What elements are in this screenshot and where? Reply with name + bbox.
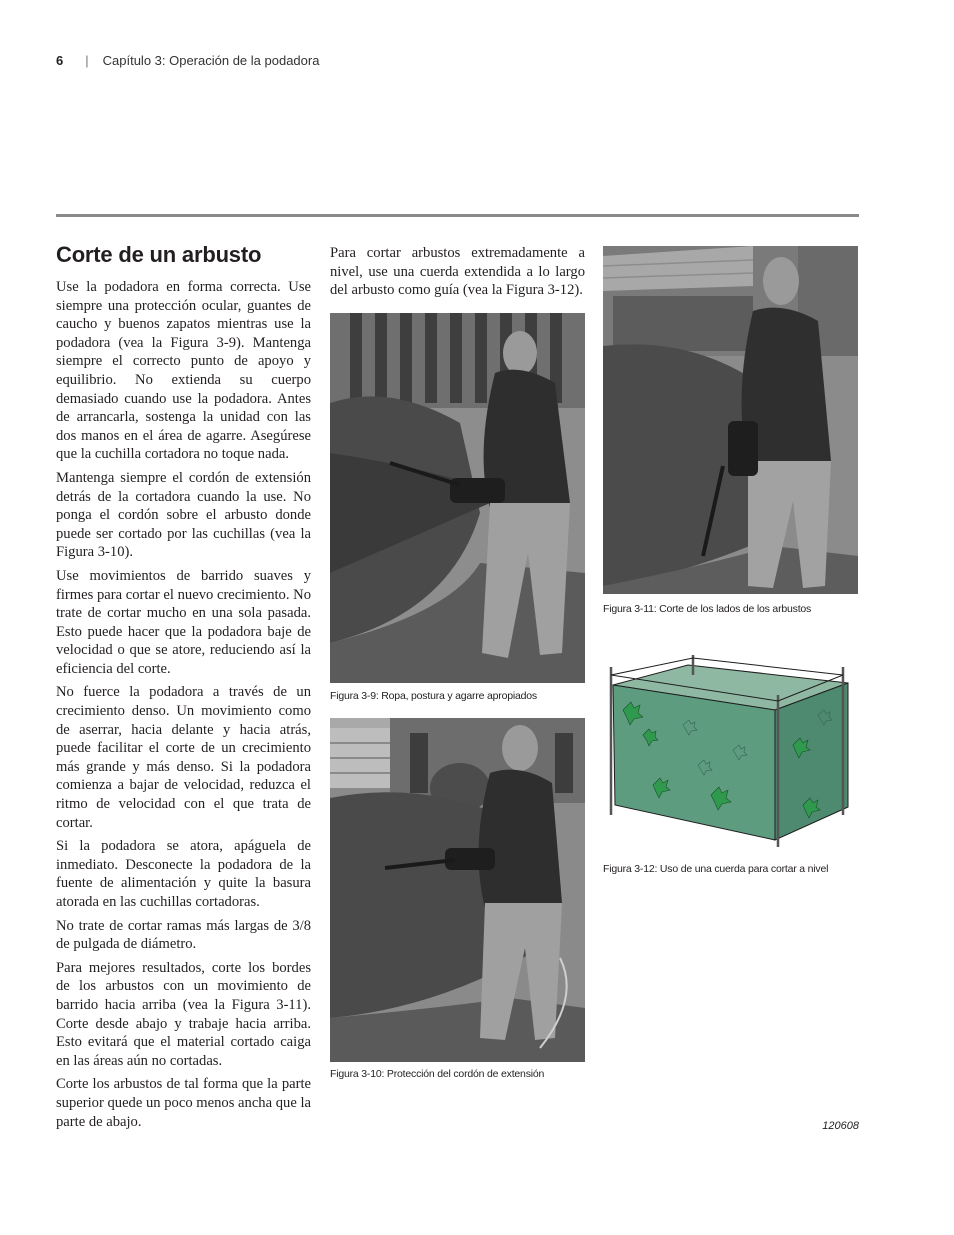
running-header (56, 53, 319, 68)
body-column-2 (330, 244, 585, 300)
document-code: 120608 (822, 1120, 859, 1132)
paragraph: Use movimientos de barrido suaves y firmes para cortar el nuevo crecimiento. No trate de cortar mucho en una sola pasada. Esto puede hacer que la podadora baje de velocidad o que se atore, reduciendo así la eficiencia del corte. (56, 567, 311, 677)
section-title: Corte de un arbusto (56, 242, 262, 267)
paragraph: No trate de cortar ramas más largas de 3/8 de pulgada de diámetro. (56, 917, 311, 953)
paragraph: Use la podadora en forma correcta. Use siempre una protección ocular, guantes de caucho y buenos zapatos mientras use la podadora (vea la Figura 3-9). Mantenga siempre el correcto punto de apoyo y equilibrio. No extienda su cuerpo demasiado cuando use la podadora. Antes de arrancarla, sostenga la unidad con las dos manos en el área de agarre. Asegúrese que la cuchilla cortadora no toque nada. (56, 279, 311, 463)
figure-3-9-caption: Figura 3-9: Ropa, postura y agarre apropiados (330, 690, 537, 702)
figure-3-10-photo (330, 718, 585, 1062)
section-rule (56, 214, 859, 217)
header-separator: | (85, 53, 89, 68)
paragraph: Para cortar arbustos extremadamente a nivel, use una cuerda extendida a lo largo del arbusto como guía (vea la Figura 3-12). (330, 245, 585, 299)
paragraph: No fuerce la podadora a través de un crecimiento denso. Un movimiento como de aserrar, hacia delante y hacia atrás, puede facilitar el corte de un crecimiento más grande y más denso. Si la podadora comienza a bajar de velocidad, reduzca el ritmo de velocidad con el que trata de cortar. (56, 684, 311, 831)
paragraph: Corte los arbustos de tal forma que la parte superior quede un poco menos ancha que la parte de abajo. (56, 1076, 311, 1130)
paragraph: Para mejores resultados, corte los bordes de los arbustos con un movimiento de barrido hacia arriba (vea la Figura 3-11). Corte desde abajo y trabaje hacia arriba. Esto evitará que el material cortado caiga en las áreas aún no cortadas. (56, 959, 311, 1069)
chapter-title: Capítulo 3: Operación de la podadora (102, 53, 320, 68)
body-column-1 (56, 278, 311, 1136)
figure-3-11-caption: Figura 3-11: Corte de los lados de los arbustos (603, 603, 812, 615)
paragraph: Si la podadora se atora, apáguela de inmediato. Desconecte la podadora de la fuente de alimentación y quite la basura atorada en las cuchillas cortadoras. (56, 838, 311, 910)
figure-3-9-photo (330, 313, 585, 683)
paragraph: Mantenga siempre el cordón de extensión detrás de la cortadora cuando la use. No ponga el cordón sobre el arbusto donde puede ser cortado por las cuchillas (vea la Figura 3-10). (56, 469, 311, 561)
figure-3-10-caption: Figura 3-10: Protección del cordón de extensión (330, 1068, 545, 1080)
figure-3-12-illustration (603, 655, 858, 850)
page-number: 6 (56, 53, 64, 68)
figure-3-11-photo (603, 246, 858, 594)
figure-3-12-caption: Figura 3-12: Uso de una cuerda para cortar a nivel (603, 863, 829, 875)
